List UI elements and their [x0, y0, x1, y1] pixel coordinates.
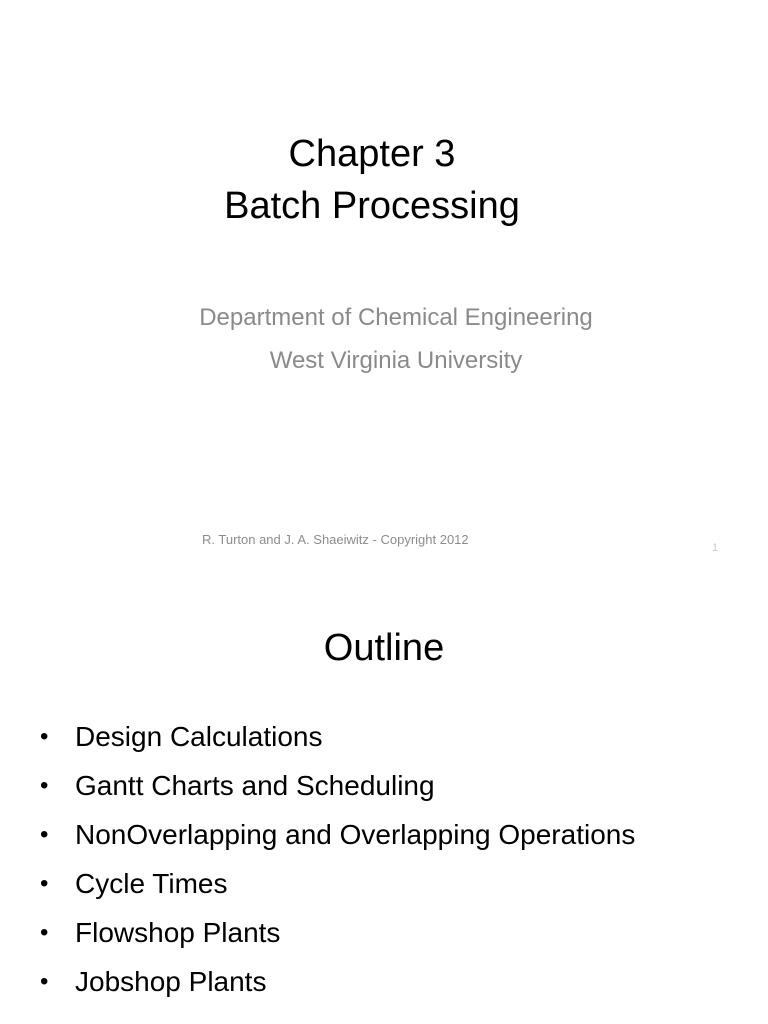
subtitle-department: Department of Chemical Engineering — [199, 304, 593, 331]
list-item: • Design Calculations — [40, 712, 635, 761]
subtitle-university: West Virginia University — [269, 347, 523, 374]
bullet-icon: • — [40, 821, 49, 848]
slide-subtitle — [0, 296, 768, 382]
bullet-icon: • — [40, 968, 49, 995]
bullet-icon: • — [40, 919, 49, 946]
outline-title: Outline — [323, 627, 445, 669]
slide-footer: R. Turton and J. A. Shaeiwitz - Copyright 2012 — [202, 532, 469, 547]
bullet-icon: • — [40, 723, 49, 750]
outline-list — [40, 712, 635, 1006]
list-item: • Flowshop Plants — [40, 908, 635, 957]
bullet-icon: • — [40, 772, 49, 799]
list-item: • Jobshop Plants — [40, 957, 635, 1006]
bullet-icon: • — [40, 870, 49, 897]
list-item: • NonOverlapping and Overlapping Operations — [40, 810, 635, 859]
list-item: • Cycle Times — [40, 859, 635, 908]
page-number: 1 — [712, 542, 719, 554]
title-line-chapter: Chapter 3 — [288, 133, 456, 175]
list-item: • Gantt Charts and Scheduling — [40, 761, 635, 810]
slide-title — [0, 128, 744, 232]
title-line-topic: Batch Processing — [224, 185, 520, 227]
slide-2 — [0, 576, 768, 1024]
